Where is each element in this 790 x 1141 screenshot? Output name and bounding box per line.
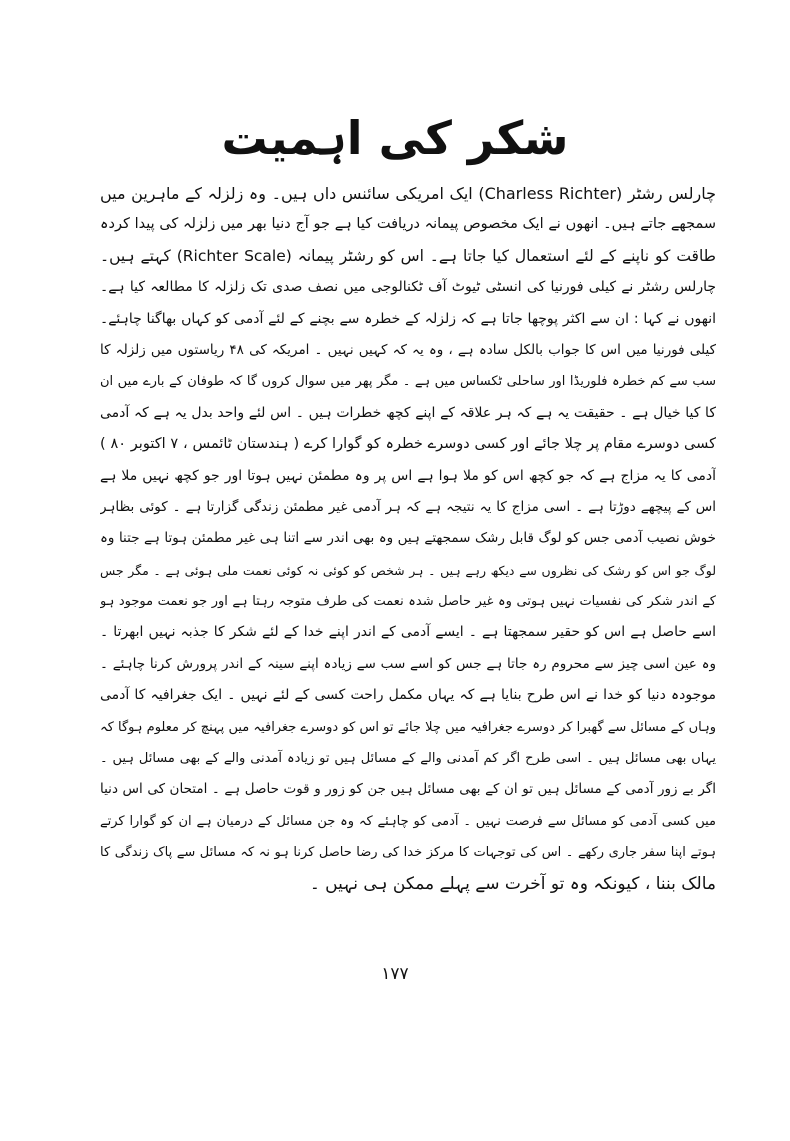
page-number: ۱۷۷ [381,964,409,984]
text-line: اس کے پیچھے دوڑتا ہے ۔ اسی مزاج کا یہ نتیجہ ہے کہ ہر آدمی غیر مطمئن زندگی گزارتا ہے ۔ کوئی بظاہر [100,498,716,515]
text-line: چارلس رشٹر نے کیلی فورنیا کی انسٹی ٹیوٹ آف ٹکنالوجی میں نصف صدی تک زلزلہ کا مطالعہ کیا ہے۔ [100,279,716,296]
text-line: اسے حاصل ہے اس کو حقیر سمجھتا ہے ۔ ایسے آدمی کے اندر اپنے خدا کے لئے شکر کا جذبہ نہیں ابھرتا ۔ [100,624,716,641]
text-line: وہاں کے مسائل سے گھبرا کر دوسرے جغرافیہ میں چلا جائے تو اس کو دوسرے جغرافیہ میں پہنچ کر معلوم ہوگا کہ [100,719,716,735]
text-line: طاقت کو ناپنے کے لئے استعمال کیا جاتا ہے۔ اس کو رشٹر پیمانہ (Richter Scale) کہتے ہیں۔ [100,246,716,265]
text-line: مالک بننا ، کیونکہ وہ تو آخرت سے پہلے ممکن ہی نہیں ۔ [309,873,716,894]
text-line: وہ عین اسی چیز سے محروم رہ جاتا ہے جس کو اسے سب سے زیادہ اپنے سینہ کے اندر پرورش کرنا چاہئے ۔ [100,655,716,672]
article-body [100,178,716,900]
text-line: موجودہ دنیا کو خدا نے اس طرح بنایا ہے کہ یہاں مکمل راحت کسی کے لئے نہیں ۔ ایک جغرافیہ کا آدمی [100,687,716,704]
text-line: کسی دوسرے مقام پر چلا جائے اور کسی دوسرے خطرہ کو گوارا کرے ( ہندستان ٹائمس ، ۷ اکتوبر ۸۰ ) [100,436,716,453]
text-line: کیلی فورنیا میں اس کا جواب بالکل سادہ ہے ، وہ یہ کہ کہیں نہیں ۔ امریکہ کی ۴۸ ریاستوں میں زلزلہ کا [100,341,716,358]
text-line: لوگ جو اس کو رشک کی نظروں سے دیکھ رہے ہیں ۔ ہر شخص کو کوئی نہ کوئی نعمت ملی ہوئی ہے ۔ مگر جس [100,562,716,578]
text-line: ہوتے اپنا سفر جاری رکھے ۔ اس کی توجہات کا مرکز خدا کی رضا حاصل کرنا ہو نہ کہ مسائل سے پاک زندگی کا [100,845,716,861]
text-line: کے اندر شکر کی نفسیات نہیں ہوتی وہ غیر حاصل شدہ نعمت کی طرف متوجہ رہتا ہے اور جو نعمت موجود ہو [100,594,716,610]
text-line: آدمی کا یہ مزاج ہے کہ جو کچھ اس کو ملا ہوا ہے اس پر وہ مطمئن نہیں ہوتا اور جو کچھ نہیں ملا ہے [100,467,716,484]
page-title: شکر کی اہمیت [221,111,569,165]
text-line: چارلس رشٹر (Charless Richter) ایک امریکی سائنس داں ہیں۔ وہ زلزلہ کے ماہرین میں [100,184,716,203]
text-line: اگر بے زور آدمی کے مسائل ہیں تو ان کے بھی مسائل ہیں جن کو زور و قوت حاصل ہے ۔ امتحان کی اس دنیا [100,781,716,798]
text-line: کا کیا خیال ہے ۔ حقیقت یہ ہے کہ ہر علاقہ کے اپنے کچھ خطرات ہیں ۔ اس لئے واحد بدل یہ ہے کہ آدمی [100,404,716,421]
text-line: یہاں بھی مسائل ہیں ۔ اسی طرح اگر کم آمدنی والے کے مسائل ہیں تو زیادہ آمدنی والے کے بھی مسائل ہیں ۔ [100,751,716,767]
text-line: میں کسی آدمی کو مسائل سے فرصت نہیں ۔ آدمی کو چاہئے کہ وہ جن مسائل کے درمیان ہے ان کو گوارا کرتے [100,813,716,829]
text-line: انھوں نے کہا : ان سے اکثر پوچھا جاتا ہے کہ زلزلہ کے خطرہ سے بچنے کے لئے آدمی کو کہاں بھاگنا چاہئے۔ [100,310,716,327]
text-line: سب سے کم خطرہ فلوریڈا اور ساحلی ٹکساس میں ہے ۔ مگر پھر میں سوال کروں گا کہ طوفان کے بارے میں ان [100,374,716,390]
text-line: خوش نصیب آدمی جس کو لوگ قابل رشک سمجھتے ہیں وہ بھی اندر سے اتنا ہی غیر مطمئن ہوتا ہے جتنا وہ [100,530,716,547]
text-line: سمجھے جاتے ہیں۔ انھوں نے ایک مخصوص پیمانہ دریافت کیا ہے جو آج دنیا بھر میں زلزلہ کی پیدا کردہ [100,216,716,233]
